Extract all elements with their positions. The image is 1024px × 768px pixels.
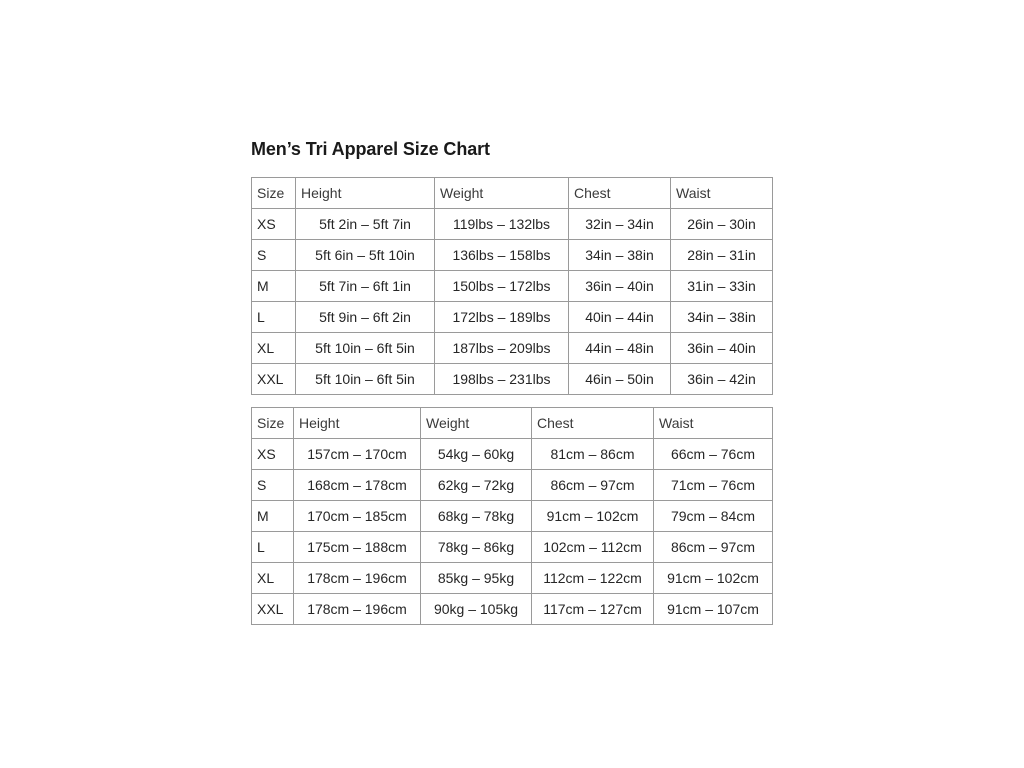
weight-cell: 54kg – 60kg [421,439,532,470]
table-row [252,470,773,501]
size-cell: XL [252,563,294,594]
size-cell: XS [252,209,296,240]
height-cell: 178cm – 196cm [294,594,421,625]
weight-cell: 68kg – 78kg [421,501,532,532]
chest-cell: 40in – 44in [569,302,671,333]
table-row [252,594,773,625]
table-row [252,333,773,364]
height-cell: 5ft 6in – 5ft 10in [296,240,435,271]
weight-cell: 187lbs – 209lbs [435,333,569,364]
page-title: Men’s Tri Apparel Size Chart [251,139,490,159]
table-row [252,302,773,333]
table-row [252,501,773,532]
table-row [252,240,773,271]
size-cell: XXL [252,594,294,625]
waist-cell: 79cm – 84cm [654,501,773,532]
header-size: Size [252,178,296,209]
waist-cell: 91cm – 102cm [654,563,773,594]
table-row [252,364,773,395]
waist-cell: 34in – 38in [671,302,773,333]
weight-cell: 198lbs – 231lbs [435,364,569,395]
table-row [252,209,773,240]
chest-cell: 34in – 38in [569,240,671,271]
table-row [252,271,773,302]
header-height: Height [296,178,435,209]
size-cell: L [252,532,294,563]
chest-cell: 81cm – 86cm [532,439,654,470]
height-cell: 5ft 10in – 6ft 5in [296,364,435,395]
waist-cell: 71cm – 76cm [654,470,773,501]
chest-cell: 46in – 50in [569,364,671,395]
imperial-size-table [251,177,773,395]
header-waist: Waist [671,178,773,209]
chest-cell: 44in – 48in [569,333,671,364]
metric-size-table [251,407,773,625]
height-cell: 5ft 2in – 5ft 7in [296,209,435,240]
waist-cell: 66cm – 76cm [654,439,773,470]
header-size: Size [252,408,294,439]
height-cell: 175cm – 188cm [294,532,421,563]
waist-cell: 36in – 42in [671,364,773,395]
header-chest: Chest [569,178,671,209]
weight-cell: 150lbs – 172lbs [435,271,569,302]
weight-cell: 78kg – 86kg [421,532,532,563]
chest-cell: 112cm – 122cm [532,563,654,594]
header-height: Height [294,408,421,439]
table-header-row [252,408,773,439]
table-row [252,563,773,594]
chest-cell: 117cm – 127cm [532,594,654,625]
size-cell: XL [252,333,296,364]
waist-cell: 36in – 40in [671,333,773,364]
waist-cell: 31in – 33in [671,271,773,302]
weight-cell: 136lbs – 158lbs [435,240,569,271]
waist-cell: 28in – 31in [671,240,773,271]
table-row [252,439,773,470]
header-weight: Weight [435,178,569,209]
weight-cell: 62kg – 72kg [421,470,532,501]
height-cell: 157cm – 170cm [294,439,421,470]
weight-cell: 90kg – 105kg [421,594,532,625]
height-cell: 168cm – 178cm [294,470,421,501]
size-cell: L [252,302,296,333]
height-cell: 170cm – 185cm [294,501,421,532]
height-cell: 5ft 10in – 6ft 5in [296,333,435,364]
header-waist: Waist [654,408,773,439]
header-weight: Weight [421,408,532,439]
size-cell: S [252,470,294,501]
waist-cell: 26in – 30in [671,209,773,240]
size-cell: M [252,271,296,302]
size-cell: S [252,240,296,271]
weight-cell: 85kg – 95kg [421,563,532,594]
chest-cell: 91cm – 102cm [532,501,654,532]
weight-cell: 172lbs – 189lbs [435,302,569,333]
height-cell: 5ft 9in – 6ft 2in [296,302,435,333]
size-cell: M [252,501,294,532]
weight-cell: 119lbs – 132lbs [435,209,569,240]
waist-cell: 91cm – 107cm [654,594,773,625]
table-row [252,532,773,563]
chest-cell: 86cm – 97cm [532,470,654,501]
chest-cell: 102cm – 112cm [532,532,654,563]
size-cell: XXL [252,364,296,395]
chest-cell: 36in – 40in [569,271,671,302]
table-header-row [252,178,773,209]
header-chest: Chest [532,408,654,439]
height-cell: 178cm – 196cm [294,563,421,594]
size-cell: XS [252,439,294,470]
chest-cell: 32in – 34in [569,209,671,240]
height-cell: 5ft 7in – 6ft 1in [296,271,435,302]
waist-cell: 86cm – 97cm [654,532,773,563]
